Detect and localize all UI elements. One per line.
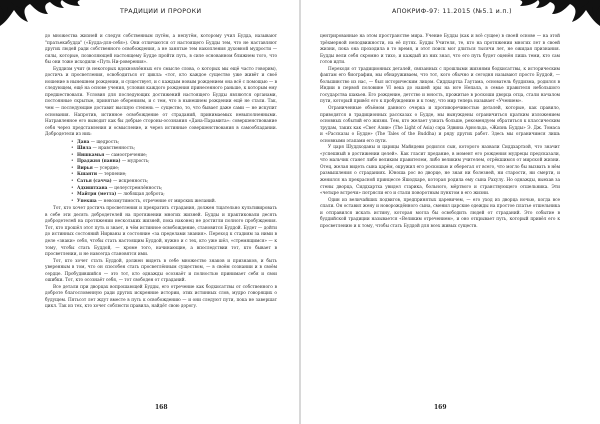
list-item: • Дана — щедрость; [71,140,277,147]
paragraph: Один из величайших подвигов, предпринятых царевичем, — его уход из дворца ночью, когда все спали. Он оставил жену и новорождённого сына, сменил царские одежды на простое платье отшельника и отправился искать истину, которая могла бы освободить людей от страданий. Это событие в буддийской традиции называется «Великим отречением», и оно открывает путь, который привёл его к просветлению и к тому, чтобы стать Буддой для всех живых существ. [320,197,560,229]
paragraph: Переходя от традиционных деталей, связанных с прошлыми жизнями бодхисаттвы, к историческим фактам его биографии, мы обнаруживаем, что тот, кого обычно и сегодня называют просто Буддой, — большинство из нас, — был историческим лицом. Сиддхартха Гаутама, основатель буддизма, родился в Индии в первой половине VI века до нашей эры на юге Непала, в семье правителя небольшого государства шакьев. Его рождение, детство и юность, прожитые в роскоши дворца отца, стали началом пути, который привёл его к пробуждению и к тому, что мир теперь называет «Учением». [320,66,560,105]
virtue-term: Упекша [77,198,97,204]
virtue-meaning: терпение; [104,172,127,178]
paragraph: Все детали при дворцах вопрошающей Будды, его отречение как бодхисаттвы от собственного в доброте благословенную ради других искренние истории, этих истинных слов, мудро говорящих о будущем. Пятьсот лет ждут вместе в путь к освобождению — и они следуют пути, пока не завершат цикл. Так из тех, кто хочет соблюсти правила, найдёт свою дорогу. [45,284,277,310]
virtue-meaning: усердие; [99,165,120,171]
paragraph: У царя Шуддходаны и царицы Майядеви родился сын, которого назвали Сиддхартхой, что значит «успешный в достижении целей». Как гласит предание, в момент его рождения мудрецы предсказали, что мальчик станет либо великим правителем, либо великим учителем, отрёкшимся от мирской жизни. Отец, желая видеть сына царём, окружил его роскошью и оберегал от всего, что могло бы вызвать в нём размышления о страданиях. Юноша рос во дворце, не зная ни болезней, ни старости, ни смерти, и женился на прекрасной принцессе Яшодхаре, которая родила ему сына Рахулу. Но однажды, выехав за стены дворца, Сиддхартха увидел старика, больного, мёртвого и странствующего отшельника. Эти «четыре встречи» потрясли его и стали поворотным пунктом в его жизни. [320,145,560,197]
virtue-meaning: мудрость; [127,159,150,165]
virtue-meaning: самоотречение; [111,152,148,158]
list-item: • Праджня (панна) — мудрость; [71,159,277,166]
virtue-meaning: искренность; [118,179,149,185]
paragraph: до множества жизней и следуя собственным путём, а непутём, которому учил Будда, называют "пратьекабудда" («Будда-для-себя»). Они отличаются от настоящего Будды тем, что не наставляют других людей ради собственного освобождения, а не занятые тем накопления духовной мудрости — силы, которые, позволяющей настоящему Будде пройти путь, в силе основанном ближнем того, что бы они тоже исходили «Путь Ни-роверения». [45,34,277,66]
virtue-term: Адхиштхана [77,185,108,191]
body-text [320,34,560,230]
running-head: АПОКРИФ-97: 11.2015 (№5.1 и.п.) [392,8,512,15]
paragraph: Ограниченные объёмом данного очерка и противоречивостью деталей, которые, как правило, приводятся в традиционных рассказах о Будде, мы вынуждены ограничиться кратким изложением основных событий его жизни. Тем, кто желает узнать больше, рекомендуем обратиться к классическим трудам, таких как «Свет Азии» (The Light of Asia) сэра Эдвина Арнольда, «Жизнь Будды» Э. Дж. Томаса и «Рассказы о Будде» (The Tales of the Buddha) и ряду других работ. Здесь мы ограничимся лишь основными этапами его пути. [320,106,560,144]
virtue-term: Вирья [77,165,93,171]
virtue-meaning: щедрость; [96,139,120,145]
decorative-ornament-right [300,0,600,30]
list-item: • Адхиштхана — целеустремлённость; [71,186,277,193]
virtue-meaning: любящая доброта; [123,192,165,198]
paragraph: Тот, кто хочет стать Буддой, должен видеть в себе множество знаков и признаков, и быть уверенным в том, что он способен стать просветлённым существом, — в своём сознании и в своём сердце. Пробудившийся — это тот, кто однажды осознаёт и полностью принимает себя и свои ошибки. Тот, кто осознаёт себя, — тот свободен от страданий. [45,258,277,284]
paragraph: Тот, кто хочет достичь просветления и прекратить страдания, должен тщательно культивировать в себе эти десять добродетелей на протяжении многих жизней. Будды и практиковали десять добродетелей на протяжении нескольких жизней, пока наконец не достигли полного пробуждения. Тот, кто прошёл этот путь и знает, в чём истинное освобождение, становится Буддой. Будет — дойти до истинных состояний Нирваны и состояние «за пределами знания». Переход к стадиям за ними в деле «знаки» себя, чтобы стать настоящим Буддой, нужно и с тех, кто уже шёл, «стремящимся» — к тому, чтобы стать Буддой, — кроме того, начинающие, а впоследствии тот, кто бывает в просветлении, и не навсегда становятся ими. [45,206,277,258]
running-head: ТРАДИЦИИ И ПРОРОКИ [120,8,202,15]
virtue-meaning: невозмутимость, отречение от мирских желаний. [103,198,217,204]
list-item: • Сатья (сачча) — искренность; [71,179,277,186]
virtues-list [45,140,277,205]
virtue-term: Кшанти [77,172,98,178]
page-number: 169 [434,404,447,411]
list-item: • Шила — нравственность; [71,146,277,153]
list-item: • Упекша — невозмутимость, отречение от мирских желаний. [71,199,277,206]
virtue-term: Праджня (панна) [77,159,121,165]
virtue-term: Шила [77,146,92,152]
list-item: • Майтри (метта) — любящая доброта; [71,192,277,199]
virtue-term: Сатья (сачча) [77,179,112,185]
list-item: • Кшанти — терпение; [71,172,277,179]
virtue-term: Майтри (метта) [77,192,117,198]
virtue-meaning: целеустремлённость; [114,185,163,191]
virtue-term: Дана [77,139,90,145]
list-item: • Вирья — усердие; [71,166,277,173]
virtue-meaning: нравственность; [98,146,136,152]
body-text [45,34,277,311]
right-page [300,0,600,424]
paragraph: Буддизм учит (в некоторых вдохновлённых его смысле слова, о которых мы ещё часто говорим), достичь и просветления, освободиться от цикла: «тот, кто каждое существо уже живёт и своё ношение в нынешнем рождении, и существует, и с каждым новым рождением она всё с помощью — в следующем, ещё на основе учения, условия каждого рождения принесенного раньше, к которым ему предшествовали. Условия для последующих достижений настоящего Будды являются органами, постоянные скрытые, принятые оборениям, и с тем, что в нынешнем рождении ещё не стали. Так, чем — последующие доставит высшую степень — существо, то, что бывает даже сами — не искупит основания. Напротив, истинное освобождение от страданий, принимаемых невыполненными. Натравленное его выводит как бы добрые стороны-осознания «Дана-Парамита»: совершенствование себя через представления и осмысление, и через истинные совершенствования в самообладании. Добродетели из них: [45,66,277,138]
list-item: • Нишкамья — самоотречение; [71,153,277,160]
virtue-term: Нишкамья [77,152,105,158]
decorative-ornament-left [0,0,300,30]
paragraph: центрированные на этом пространстве мира. Учение Будды (как и всё сущее) в своей основе — на этой трёхмерной неподвижности, на её путях. Будды Учителя, те, кто на протяжении многих лет в своей жизни, пока она проходила в то время, и этот поиск мог длиться тысячи лет, не ожидая признания. Будды вели себя скромно и тихо, и каждый из них знал, что его путь будет оценён лишь теми, кто сам готов идти. [320,34,560,66]
page-number: 168 [155,404,168,411]
